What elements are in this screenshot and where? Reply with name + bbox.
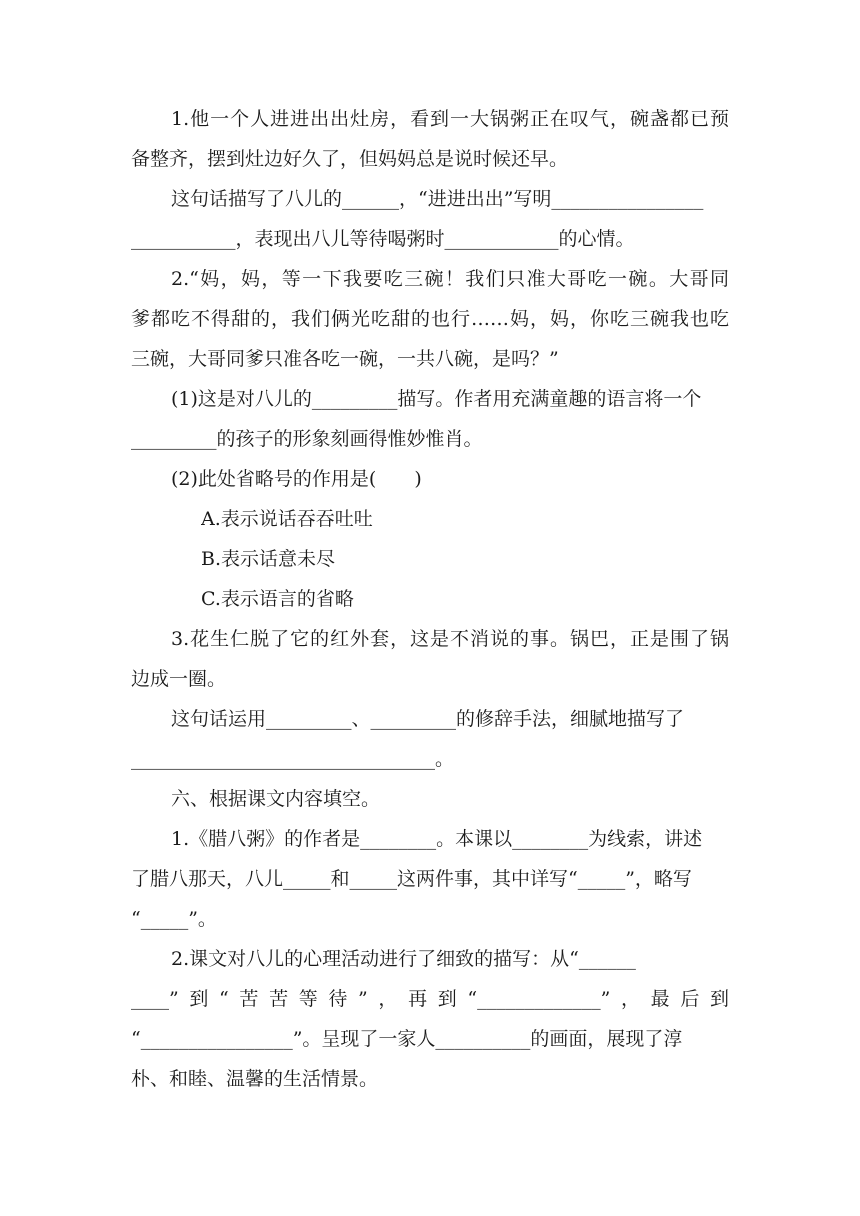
s6-q1-line3: “_____”。	[131, 908, 217, 930]
q2-option-c: C.表示语言的省略	[201, 588, 354, 610]
s6-q1-line1: 1.《腊八粥》的作者是________。本课以________为线索，讲述	[171, 828, 703, 850]
section-six-heading: 六、根据课文内容填空。	[171, 788, 381, 810]
s6-q1-line2: 了腊八那天，八儿_____和_____这两件事，其中详写“_____”，略写	[131, 868, 692, 890]
q2-option-b: B.表示话意未尽	[201, 548, 336, 570]
q1-text-line1: 1.他一个人进进出出灶房，看到一大锅粥正在叹气，碗盏都已预	[171, 108, 729, 130]
s6-q2-line4: 朴、和睦、温馨的生活情景。	[131, 1068, 379, 1090]
q2-text-line2: 爹都吃不得甜的，我们俩光吃甜的也行……妈，妈，你吃三碗我也吃	[131, 308, 729, 330]
q2-sub1-line2: _________的孩子的形象刻画得惟妙惟肖。	[131, 428, 483, 450]
q1-text-line2: 备整齐，摆到灶边好久了，但妈妈总是说时候还早。	[131, 148, 569, 170]
q2-text-line1: 2.“妈，妈，等一下我要吃三碗！我们只准大哥吃一碗。大哥同	[171, 268, 729, 290]
s6-q2-line2: ____”到“苦苦等待”，再到“_____________”，最后到	[131, 988, 729, 1010]
s6-q2-line3: “________________”。呈现了一家人__________的画面，展现了淳	[131, 1028, 683, 1050]
s6-q2-line1: 2.课文对八儿的心理活动进行了细致的描写：从“______	[171, 948, 636, 970]
q2-option-a: A.表示说话吞吞吐吐	[201, 508, 373, 530]
q2-text-line3: 三碗，大哥同爹只准各吃一碗，一共八碗，是吗？”	[131, 348, 559, 370]
q3-text-line1: 3.花生仁脱了它的红外套，这是不消说的事。锅巴，正是围了锅	[171, 628, 729, 650]
q2-sub2-question: (2)此处省略号的作用是( )	[171, 468, 422, 490]
q3-prompt-line2: ________________________________。	[131, 748, 455, 770]
q3-prompt-line1: 这句话运用_________、_________的修辞手法，细腻地描写了	[171, 708, 685, 730]
q1-prompt-line1: 这句话描写了八儿的______，“进进出出”写明________________	[171, 188, 704, 210]
q1-prompt-line2: ___________，表现出八儿等待喝粥时____________的心情。	[131, 228, 635, 250]
q3-text-line2: 边成一圈。	[131, 668, 227, 690]
q2-sub1-line1: (1)这是对八儿的_________描写。作者用充满童趣的语言将一个	[171, 388, 702, 410]
